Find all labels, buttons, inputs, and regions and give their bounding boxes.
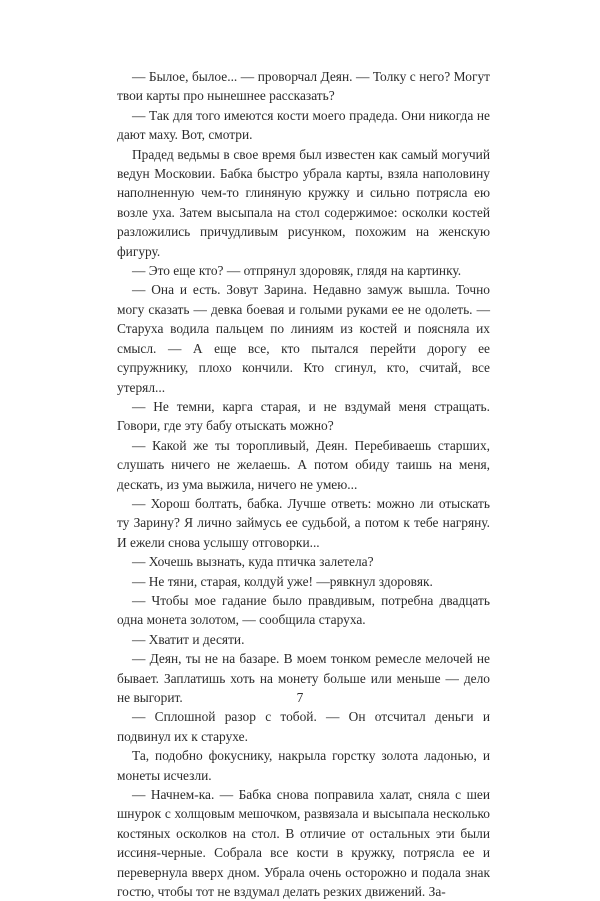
paragraph: — Былое, былое... — проворчал Деян. — Толку с него? Могут твои карты про нынешнее рассказать? xyxy=(117,69,490,104)
paragraph: Прадед ведьмы в свое время был известен как самый могучий ведун Московии. Бабка быстро убрала карты, взяла наполовину наполненную чем-то глиняную кружку и сильно потрясла ею возле уха. Затем высыпала на стол содержимое: осколки костей разложились причудливым рисунком, похожим на женскую фигуру. xyxy=(117,146,490,259)
page-number: 7 xyxy=(296,690,304,705)
paragraph: — Начнем-ка. — Бабка снова поправила халат, сняла с шеи шнурок с холщовым мешочком, развязала и высыпала несколько костяных осколков на стол. В отличие от остальных эти были иссиня-черные. Собрала все кости в кружку, потрясла ее и перевернула вверх дном. Убрала очень осторожно и подала знак гостю, чтобы тот не вздумал делать резких движений. За- xyxy=(117,787,490,900)
paragraph: — Хочешь вызнать, куда птичка залетела? xyxy=(132,554,374,570)
paragraph: — Не темни, карга старая, и не вздумай меня стращать. Говори, где эту бабу отыскать можно? xyxy=(117,398,490,434)
paragraph: — Не тяни, старая, колдуй уже! —рявкнул здоровяк. xyxy=(132,573,433,589)
paragraph: — Какой же ты торопливый, Деян. Перебиваешь старших, слушать ничего не желаешь. А потом обиду таишь на меня, дескать, из ума выжила, ничего не умею... xyxy=(117,437,490,492)
body-text xyxy=(117,67,490,901)
paragraph: — Деян, ты не на базаре. В моем тонком ремесле мелочей не бывает. Заплатишь хоть на монету больше или меньше — дело не выгорит. xyxy=(117,651,490,705)
paragraph: — Хорош болтать, бабка. Лучше ответь: можно ли отыскать ту Зарину? Я лично займусь ее судьбой, а потом к тебе нагряну. И ежели снова услышу отговорки... xyxy=(117,495,490,550)
paragraph: — Сплошной разор с тобой. — Он отсчитал деньги и подвинул их к старухе. xyxy=(117,709,490,744)
paragraph: — Это еще кто? — отпрянул здоровяк, глядя на картинку. xyxy=(132,263,462,279)
paragraph: Та, подобно фокуснику, накрыла горстку золота ладонью, и монеты исчезли. xyxy=(117,748,490,783)
paragraph: — Так для того имеются кости моего прадеда. Они никогда не дают маху. Вот, смотри. xyxy=(117,107,490,143)
paragraph: — Хватит и десяти. xyxy=(132,631,245,647)
paragraph: — Чтобы мое гадание было правдивым, потребна двадцать одна монета золотом, — сообщила старуха. xyxy=(117,592,490,628)
paragraph: — Она и есть. Зовут Зарина. Недавно замуж вышла. Точно могу сказать — девка боевая и голыми руками ее не одолеть. — Старуха водила пальцем по линиям из костей и поясняла их смысл. — А еще все, кто пытался перейти дорогу ее супружнику, плохо кончили. Кто сгинул, кто, считай, все утерял... xyxy=(117,282,490,395)
